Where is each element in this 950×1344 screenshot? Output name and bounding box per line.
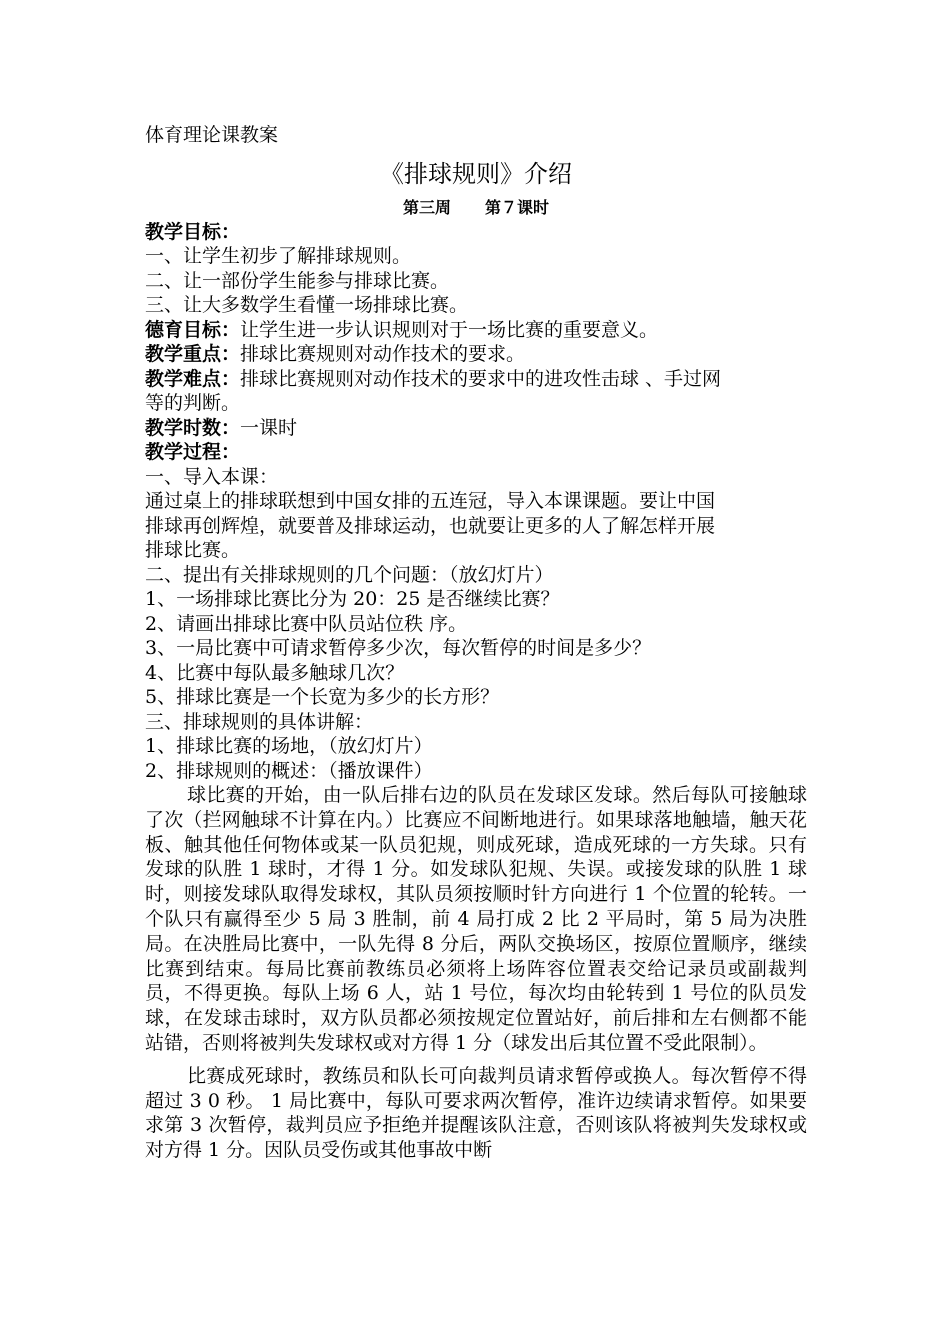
timeout-paragraph: 比赛成死球时，教练员和队长可向裁判员请求暂停或换人。每次暂停不得超过 3 0 秒。 1 局比赛中，每队可要求两次暂停，准许边续请求暂停。如果要求第 3 次暂停，裁判员应予拒绝并提醒该队注意，否则该队将被判失发球权或对方得 1 分。因队员受伤或其他事故中断 bbox=[145, 1064, 807, 1162]
rules-paragraph: 球比赛的开始，由一队后排右边的队员在发球区发球。然后每队可接触球了次（拦网触球不计算在内。）比赛应不间断地进行。如果球落地触墙，触天花板、触其他任何物体或某一队员犯规，则成死球，造成死球的一方失球。只有发球的队胜 1 球时，才得 1 分。如发球队犯规、失误。或接发球的队胜 1 球时，则接发球队取得发球权，其队员须按顺时针方向进行 1 个位置的轮转。一个队只有赢得至少 5 局 3 胜制，前 4 局打成 2 比 2 平局时，第 5 局为决胜局。在决胜局比赛中，一队先得 8 分后，两队交换场区，按原位置顺序，继续比赛到结束。每局比赛前教练员必须将上场阵容位置表交给记录员或副裁判员，不得更换。每队上场 6 人，站 1 号位，每次均由轮转到 1 号位的队员发球，在发球击球时，双方队员都必须按规定位置站好，前后排和左右侧都不能站错，否则将被判失发球权或对方得 1 分（球发出后其位置不受此限制）。 bbox=[145, 784, 807, 1054]
objective-item: 三、让大多数学生看懂一场排球比赛。 bbox=[145, 294, 469, 316]
question-item: 4、比赛中每队最多触球几次？ bbox=[145, 661, 405, 684]
key-points-label: 教学重点： bbox=[145, 343, 241, 365]
rules-heading: 三、排球规则的具体讲解： bbox=[145, 710, 374, 733]
difficulty-text-continued: 等的判断。 bbox=[145, 392, 241, 414]
period-label: 第７课时 bbox=[485, 197, 550, 217]
intro-text-line: 排球比赛。 bbox=[145, 539, 241, 561]
question-item: 5、排球比赛是一个长宽为多少的长方形？ bbox=[145, 686, 500, 708]
moral-goal-text: 让学生进一步认识规则对于一场比赛的重要意义。 bbox=[240, 318, 659, 341]
objective-item: 二、让一部份学生能参与排球比赛。 bbox=[145, 269, 450, 292]
difficulty-text: 排球比赛规则对动作技术的要求中的进攻性击球 、手过网 bbox=[240, 367, 722, 390]
document-category: 体育理论课教案 bbox=[145, 124, 279, 146]
question-item: 3、一局比赛中可请求暂停多少次，每次暂停的时间是多少？ bbox=[145, 637, 652, 659]
questions-heading: 二、提出有关排球规则的几个问题：（放幻灯片） bbox=[145, 563, 554, 586]
intro-text-line: 排球再创辉煌，就要普及排球运动，也就要让更多的人了解怎样开展 bbox=[145, 514, 716, 537]
rules-item: 1、排球比赛的场地，（放幻灯片） bbox=[145, 735, 433, 757]
rules-item: 2、排球规则的概述：（播放课件） bbox=[145, 759, 433, 782]
duration bbox=[145, 416, 807, 441]
intro-heading: 一、导入本课： bbox=[145, 465, 279, 488]
question-item: 2、请画出排球比赛中队员站位秩 序。 bbox=[145, 612, 468, 635]
intro-text-line: 通过桌上的排球联想到中国女排的五连冠，导入本课课题。要让中国 bbox=[145, 490, 716, 512]
lesson-plan-body bbox=[145, 123, 807, 1163]
schedule-line bbox=[145, 196, 807, 220]
week-label: 第三周 bbox=[402, 197, 451, 217]
process-heading: 教学过程： bbox=[145, 441, 241, 463]
objectives-heading: 教学目标： bbox=[145, 220, 241, 243]
page-title: 《排球规则》介绍 bbox=[380, 159, 572, 188]
duration-label: 教学时数： bbox=[145, 416, 241, 439]
moral-goal-label: 德育目标： bbox=[145, 318, 241, 341]
key-points-text: 排球比赛规则对动作技术的要求。 bbox=[240, 343, 526, 365]
objective-item: 一、让学生初步了解排球规则。 bbox=[145, 245, 412, 267]
duration-text: 一课时 bbox=[240, 416, 298, 439]
moral-goal bbox=[145, 318, 807, 343]
difficulty-label: 教学难点： bbox=[145, 367, 241, 390]
question-item: 1、一场排球比赛比分为 20：25 是否继续比赛？ bbox=[145, 588, 560, 610]
difficulty bbox=[145, 367, 807, 392]
key-points bbox=[145, 342, 807, 367]
